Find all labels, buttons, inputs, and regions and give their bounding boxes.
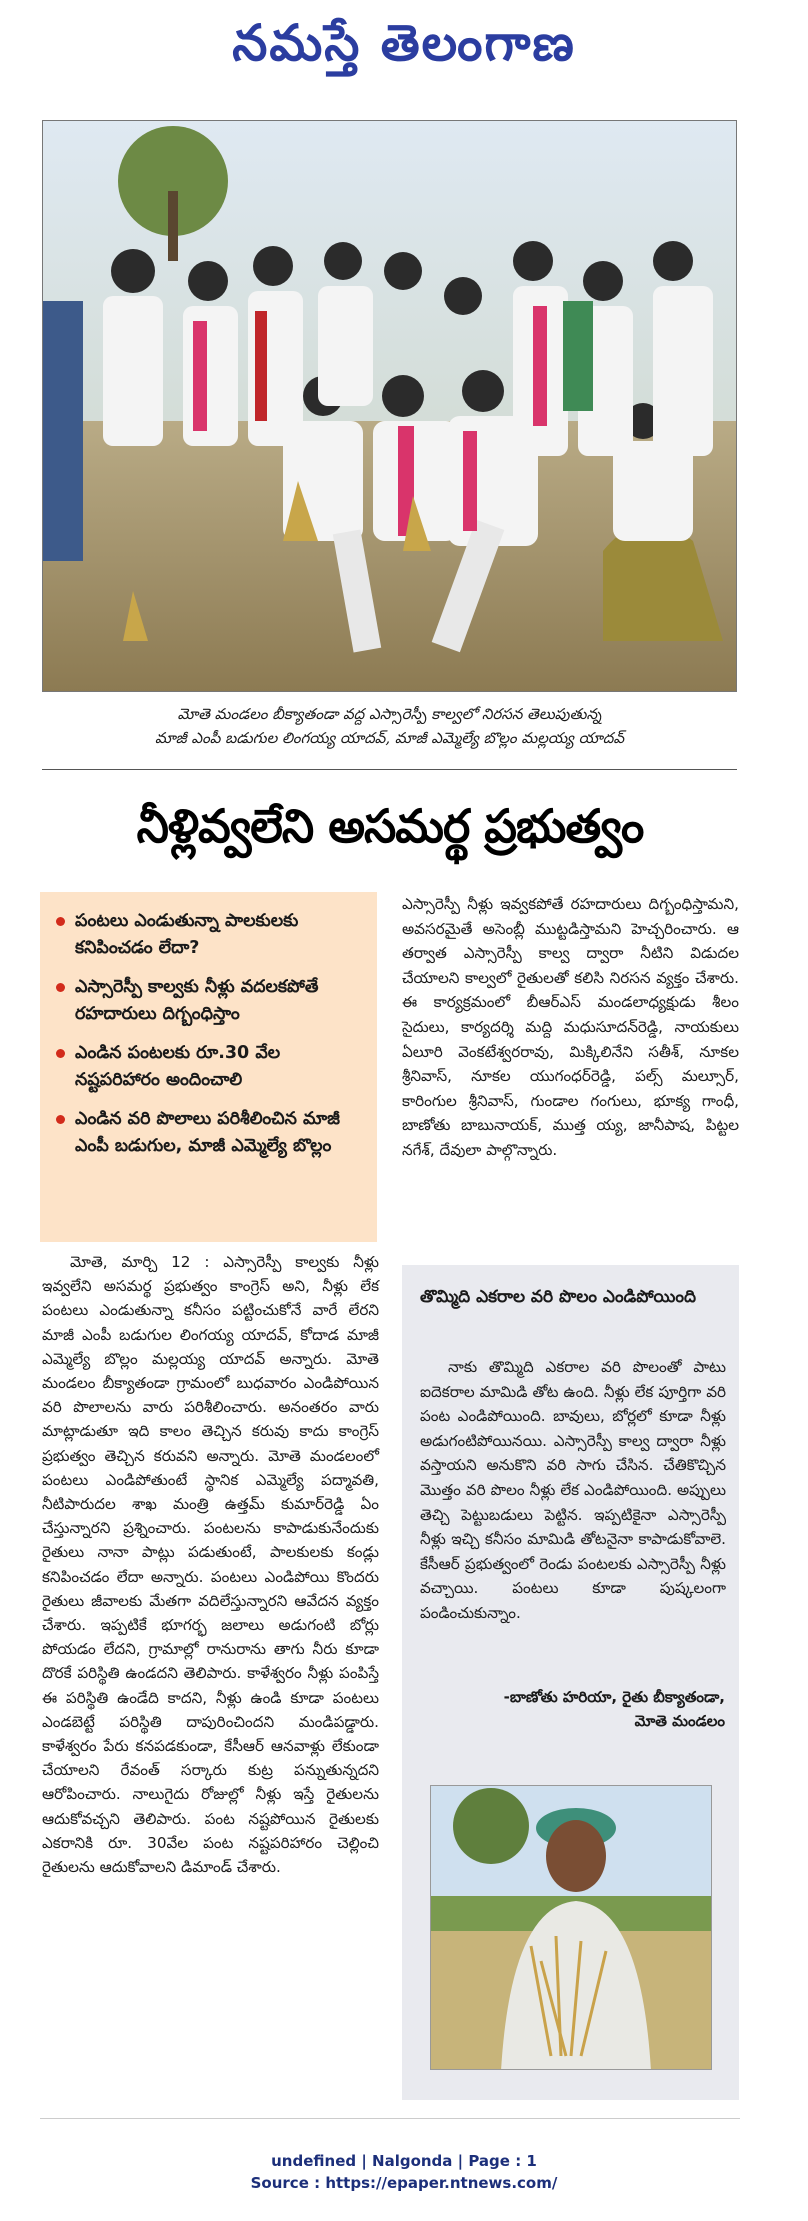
highlights-box	[40, 892, 377, 1242]
farmer-quote-sidebar	[402, 1265, 739, 2100]
footer-page-info: undefined | Nalgonda | Page : 1	[271, 2152, 537, 2170]
newspaper-masthead: నమస్తే తెలంగాణ	[232, 13, 576, 72]
article-body: మోతె, మార్చి 12 : ఎస్సారెస్పీ కాల్వకు నీళ్లు ఇవ్వలేని అసమర్థ ప్రభుత్వం కాంగ్రెస్ అని, నీళ్లు లేక పంటలు ఎండుతున్నా కనీసం పట్టించుకోనే వారే లేరని మాజీ ఎంపీ బడుగుల లింగయ్య యాదవ్, కోదాడ మాజీ ఎమ్మెల్యే బొల్లం మల్లయ్య యాదవ్ అన్నారు. మోతె మండలం బీక్యాతండా గ్రామంలో బుధవారం ఎండిపోయిన వరి పొలాలను వారు పరిశీలించారు. అనంతరం వారు మాట్లాడుతూ ఇది కాలం తెచ్చిన కరువు కాదు కాంగ్రెస్ ప్రభుత్వం తెచ్చిన కరువని అన్నారు. మోతె మండలంలో పంటలు ఎండిపోతుంటే స్థానిక ఎమ్మెల్యే పద్మావతి, నీటిపారుదల శాఖ మంత్రి ఉత్తమ్ కుమార్‌రెడ్డి ఏం చేస్తున్నారని ప్రశ్నించారు. పంటలను కాపాడుకునేందుకు రైతులు నానా పాట్లు పడుతుంటే, పాలకులకు కండ్లు కనిపించడం లేదా అన్నారు. పంటలు ఎండిపోయి కొందరు రైతులు జీవాలకు మేతగా వదిలేస్తున్నారని ఆవేదన వ్యక్తం చేశారు. ఇప్పటికే భూగర్భ జలాలు అడుగంటి బోర్లు పోయడం లేదని, గ్రామాల్లో రానురాను తాగు నీరు కూడా దొరకే పరిస్థితి ఉండదని తెలిపారు. కాళేశ్వరం నీళ్లు పంపిస్తే ఈ పరిస్థితి ఉండేది కాదని, నీళ్లు ఉండి కూడా పంటలు ఎండబెట్టే పరిస్థితి దాపురించిందని మండిపడ్డారు. కాళేశ్వరం పేరు కనపడకుండా, కేసీఆర్ ఆనవాళ్లు లేకుండా చేయాలని రేవంత్ సర్కారు కుట్ర పన్నుతున్నదని ఆరోపించారు. నాలుగైదు రోజుల్లో నీళ్లు ఇస్తే రైతులను ఆదుకోవచ్చని తెలిపారు. పంట నష్టపోయిన రైతులకు ఎకరానికి రూ. 30వేల పంట నష్టపరిహారం చెల్లించి రైతులను ఆదుకోవాలని డిమాండ్ చేశారు.	[42, 1253, 379, 1877]
signature-line2: మోతె మండలం	[634, 1712, 725, 1730]
bullet-icon	[56, 1049, 65, 1058]
photo-caption	[42, 698, 737, 770]
highlight-item	[56, 1106, 367, 1160]
bullet-icon	[56, 983, 65, 992]
bullet-icon	[56, 917, 65, 926]
highlight-item	[56, 974, 367, 1028]
sidebar-quote-text: నాకు తొమ్మిది ఎకరాల వరి పొలంతో పాటు ఐదెకరాల మామిడి తోట ఉంది. నీళ్లు లేక పూర్తిగా వరి పంట ఎండిపోయింది. బావులు, బోర్లలో కూడా నీళ్లు అడుగంటిపోయినయి. ఎస్సారెస్పీ కాల్వ ద్వారా నీళ్లు వస్తాయని అనుకొని వరి సాగు చేసిన. చేతికొచ్చిన మొత్తం వరి పొలం నీళ్లు లేక ఎండిపోయింది. అప్పులు తెచ్చి పెట్టుబడులు పెట్టిన. ఇప్పటికైనా ఎస్సారెస్పీ నీళ్లు ఇచ్చి కనీసం మామిడి తోటనైనా కాపాడుకోవాలె. కేసీఆర్ ప్రభుత్వంలో రెండు పంటలకు ఎస్సారెస్పీ నీళ్లు వచ్చాయి. పంటలు కూడా పుష్కలంగా పండించుకున్నాం.	[420, 1358, 726, 1622]
news-photo-protest	[42, 120, 737, 692]
photo-caption-line1: మోతె మండలం బీక్యాతండా వద్ద ఎస్సారెస్పీ కాల్వలో నిరసన తెలుపుతున్న	[177, 705, 602, 723]
footer-source-link[interactable]: Source : https://epaper.ntnews.com/	[250, 2174, 558, 2192]
page-divider	[40, 2118, 740, 2119]
highlight-text: పంటలు ఎండుతున్నా పాలకులకు కనిపించడం లేదా?	[75, 911, 299, 958]
farmer-photo-illustration	[431, 1786, 712, 2070]
article-right-column: ఎస్సారెస్పీ నీళ్లు ఇవ్వకపోతే రహదారులు దిగ్బంధిస్తామని, అవసరమైతే అసెంబ్లీ ముట్టడిస్తామని హెచ్చరించారు. ఆ తర్వాత ఎస్సారెస్పీ కాల్వ ద్వారా నీటిని విడుదల చేయాలని కాల్వలో రైతులతో కలిసి నిరసన వ్యక్తం చేశారు. ఈ కార్యక్రమంలో బీఆర్ఎస్ మండలాధ్యక్షుడు శీలం సైదులు, కార్యదర్శి మద్ది మధుసూదన్‌రెడ్డి, నాయకులు ఏలూరి వెంకటేశ్వరరావు, మిక్కిలినేని సతీశ్, నూకల శ్రీనివాస్, నూకల యుగంధర్‌రెడ్డి, పల్స్ మల్సూర్, కారింగుల శ్రీనివాస్, గుండాల గంగులు, భూక్య గాంధీ, బాణోతు బాబునాయక్, ముత్త య్య, జానీపాష, పిట్టల నగేశ్, దేవులా పాల్గొన్నారు.	[402, 895, 739, 1159]
bullet-icon	[56, 1115, 65, 1124]
sidebar-signature	[425, 1685, 725, 1733]
highlight-text: ఎండిన వరి పొలాలు పరిశీలించిన మాజీ ఎంపీ బడుగుల, మాజీ ఎమ్మెల్యే బొల్లం	[75, 1109, 340, 1156]
sidebar-title: తొమ్మిది ఎకరాల వరి పొలం ఎండిపోయింది	[420, 1287, 696, 1307]
highlight-item	[56, 908, 367, 962]
highlight-item	[56, 1040, 367, 1094]
photo-caption-line2: మాజీ ఎంపీ బడుగుల లింగయ్య యాదవ్, మాజీ ఎమ్మెల్యే బొల్లం మల్లయ్య యాదవ్	[155, 729, 624, 747]
highlight-text: ఎస్సారెస్పీ కాల్వకు నీళ్లు వదలకపోతే రహదారులు దిగ్బంధిస్తాం	[75, 977, 319, 1024]
article-headline: నీళ్లివ్వలేని అసమర్థ ప్రభుత్వం	[136, 799, 644, 853]
protest-photo-illustration	[43, 121, 737, 692]
signature-line1: -బాణోతు హరియా, రైతు బీక్యాతండా,	[503, 1688, 725, 1706]
highlight-text: ఎండిన పంటలకు రూ.30 వేల నష్టపరిహారం అందించాలి	[75, 1043, 281, 1090]
page-footer	[0, 2150, 808, 2194]
farmer-photo	[430, 1785, 712, 2070]
